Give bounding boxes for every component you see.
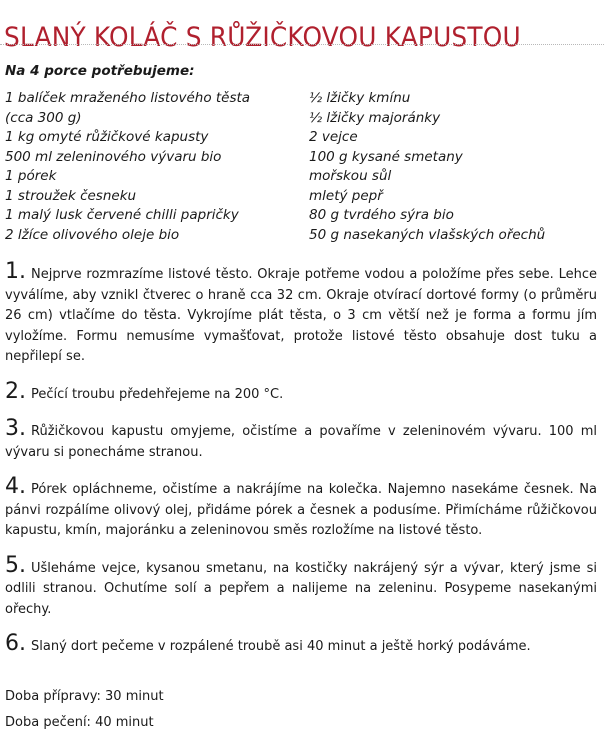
ingredients-right-column [309,89,545,245]
step-number: 2. [5,378,26,404]
step-5 [5,552,597,621]
step-1 [5,259,597,368]
step-number: 1. [5,259,26,284]
ingredient-item: 1 pórek [5,168,57,184]
ingredient-item: 1 stroužek česneku [5,187,137,204]
ingredient-item: mořskou sůl [309,168,392,184]
ingredient-item: mletý pepř [309,187,383,204]
step-4 [5,474,597,542]
step-text: Nejprve rozmrazíme listové těsto. Okraje potřeme vodou a položíme přes sebe. Lehce vyválíme, aby vznikl čtverec o hraně cca 32 cm. Okraje otvírací dortové formy (o průměru 26 cm) vtlačíme do těsta. Vykrojíme plát těsta, o 3 cm větší než je forma a formu jím vyložíme. Formu nemusíme vymašťovat, protože listové těsto obsahuje dost tuku a nepřilepí se. [5,267,597,364]
instructions [5,259,597,672]
step-number: 5. [5,552,26,578]
recipe-title: SLANÝ KOLÁČ S RŮŽIČKOVOU KAPUSTOU [4,22,521,54]
bake-time: Doba pečení: 40 minut [5,715,154,730]
ingredient-item: (cca 300 g) [5,109,82,126]
ingredient-item: 500 ml zeleninového vývaru bio [5,148,222,165]
ingredients-left-column [5,89,250,245]
ingredient-item: 50 g nasekaných vlašských ořechů [309,226,546,243]
step-2 [5,378,597,406]
ingredient-item: 1 kg omyté růžičkové kapusty [5,129,209,145]
step-text: Slaný dort pečeme v rozpálené troubě asi 40 minut a ještě horký podáváme. [31,639,531,654]
step-text: Ušleháme vejce, kysanou smetanu, na kostičky nakrájený sýr a vývar, který jsme si odlili stranou. Ochutíme solí a pepřem a nalijeme na zeleninu. Posypeme nasekanými ořechy. [5,560,597,617]
step-3 [5,416,597,463]
ingredient-item: 1 balíček mraženého listového těsta [5,90,251,106]
title-divider [0,44,604,45]
time-info [5,684,164,736]
ingredient-item: 80 g tvrdého sýra bio [309,207,454,223]
prep-time: Doba přípravy: 30 minut [5,689,164,704]
step-6 [5,631,597,658]
ingredient-item: 2 vejce [309,129,358,145]
step-number: 6. [5,631,26,656]
ingredient-item: 1 malý lusk červené chilli papričky [5,207,239,223]
ingredients-heading: Na 4 porce potřebujeme: [5,63,195,79]
step-text: Pórek opláchneme, očistíme a nakrájíme na kolečka. Najemno nasekáme česnek. Na pánvi rozpálíme olivový olej, přidáme pórek a česnek a podusíme. Přimícháme růžičkovou kapustu, kmín, majoránku a zeleninovou směs rozložíme na listové těsto. [5,482,597,538]
step-text: Růžičkovou kapustu omyjeme, očistíme a povaříme v zeleninovém vývaru. 100 ml vývaru si ponecháme stranou. [5,424,597,460]
step-number: 4. [5,474,26,499]
ingredient-item: 2 lžíce olivového oleje bio [5,226,180,243]
step-text: Pečící troubu předehřejeme na 200 °C. [31,386,284,402]
ingredient-item: 100 g kysané smetany [309,148,463,165]
step-number: 3. [5,416,26,441]
ingredient-item: ½ lžičky majoránky [309,109,441,126]
ingredient-item: ½ lžičky kmínu [309,90,411,106]
